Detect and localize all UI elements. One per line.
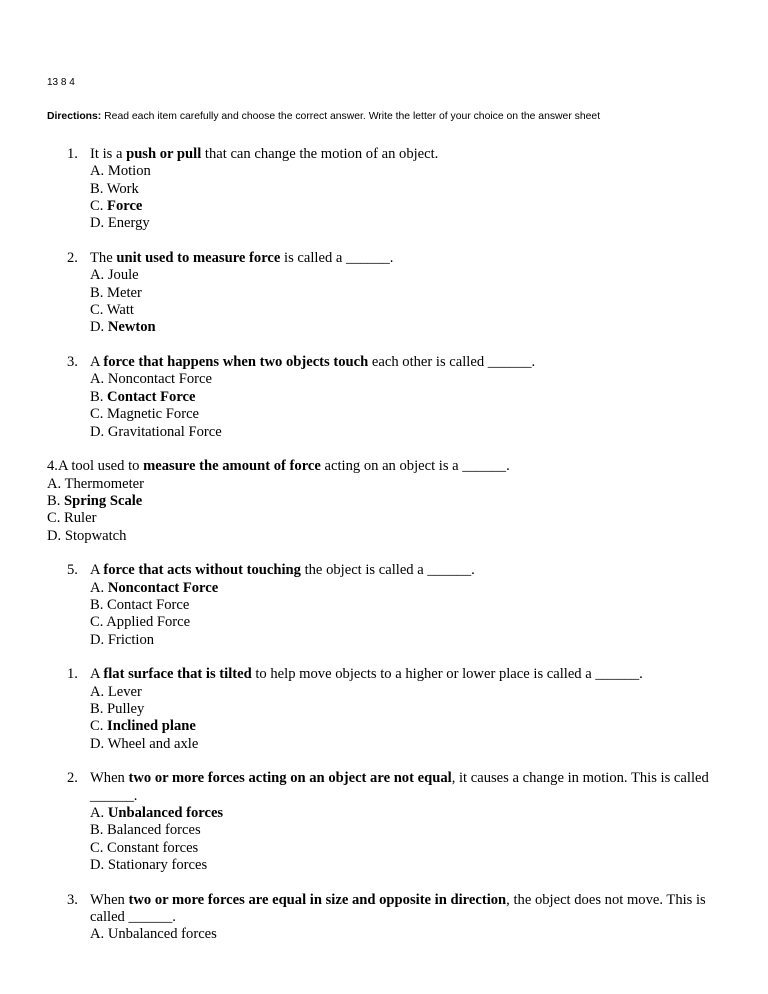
answer-option: [90, 684, 768, 701]
prompt-text: When: [90, 770, 129, 787]
option-letter: B.: [90, 822, 108, 839]
prompt-text: that can change the motion of an object.: [201, 146, 439, 162]
question-prompt: [90, 146, 725, 163]
question-prompt: [90, 562, 725, 579]
option-letter: C.: [90, 198, 108, 215]
option-text: Work: [106, 180, 139, 197]
prompt-text: It is a: [90, 146, 127, 162]
answer-option: [90, 371, 768, 388]
question-item: [0, 562, 768, 649]
answer-option: [90, 285, 768, 302]
option-letter: A.: [47, 475, 65, 492]
option-letter: A.: [90, 805, 108, 822]
option-letter: C.: [90, 406, 108, 423]
option-letter: D.: [47, 527, 65, 544]
answer-option: [90, 580, 768, 597]
option-letter: A.: [90, 579, 108, 596]
option-text: Gravitational Force: [107, 423, 222, 440]
prompt-keyword: unit used to measure force: [116, 250, 281, 267]
option-text: Noncontact Force: [107, 579, 219, 596]
question-number: 1.: [67, 146, 78, 162]
prompt-text: 4.A tool used to: [47, 458, 144, 475]
question-prompt: [47, 458, 727, 475]
option-letter: B.: [90, 180, 107, 197]
option-text: Pulley: [107, 701, 145, 717]
answer-option: [47, 528, 768, 545]
prompt-text: When: [90, 891, 129, 908]
option-letter: B.: [47, 492, 65, 509]
prompt-text: is called a ______.: [280, 250, 394, 267]
question-item: [0, 666, 768, 753]
prompt-text: , the object does not move. This is called ______.: [90, 891, 706, 926]
answer-option: [47, 510, 768, 527]
prompt-keyword: two or more forces acting on an object are not equal: [128, 770, 452, 787]
answer-option: [90, 840, 768, 857]
answer-option: [90, 181, 768, 198]
option-letter: B.: [90, 284, 108, 301]
option-text: Meter: [107, 284, 142, 301]
answer-option: [90, 319, 768, 336]
option-text: Balanced forces: [107, 822, 201, 839]
answer-option: [90, 857, 768, 874]
option-text: Stopwatch: [64, 527, 127, 544]
answer-option: [90, 597, 768, 614]
prompt-text: acting on an object is a ______.: [320, 458, 510, 475]
question-prompt: [90, 250, 725, 267]
answer-option: [90, 406, 768, 423]
answer-option: [90, 926, 768, 943]
option-letter: D.: [90, 423, 108, 440]
question-number: 1.: [67, 666, 78, 683]
option-text: Watt: [106, 302, 134, 319]
answer-option: [90, 163, 768, 180]
directions-label: Directions:: [47, 111, 102, 122]
question-prompt: [90, 892, 725, 927]
option-text: Energy: [107, 215, 150, 232]
option-letter: D.: [90, 857, 108, 874]
option-text: Magnetic Force: [107, 406, 200, 423]
question-list: [0, 146, 768, 961]
option-text: Ruler: [64, 510, 97, 527]
question-item: [0, 770, 768, 874]
prompt-text: The: [90, 250, 117, 267]
option-text: Wheel and axle: [107, 735, 199, 752]
question-number: 3.: [67, 891, 78, 908]
option-letter: D.: [90, 631, 108, 648]
option-text: Force: [107, 198, 143, 215]
question-item: [0, 892, 768, 944]
prompt-text: A: [90, 354, 104, 371]
prompt-text: , it causes a change in motion. This is called ______.: [90, 770, 709, 804]
question-item: [0, 354, 768, 441]
answer-option: [90, 198, 768, 215]
prompt-text: A: [90, 562, 104, 579]
question-prompt: [90, 354, 725, 371]
question-number: 3.: [67, 354, 78, 371]
option-text: Inclined plane: [107, 718, 196, 735]
option-letter: C.: [90, 839, 108, 856]
option-text: Thermometer: [64, 475, 144, 492]
answer-option: [90, 701, 768, 718]
option-letter: D.: [90, 319, 108, 336]
answer-option: [90, 389, 768, 406]
option-letter: D.: [90, 215, 108, 232]
answer-option: [90, 805, 768, 822]
question-number: 5.: [67, 562, 78, 579]
option-letter: A.: [90, 926, 108, 943]
option-letter: C.: [90, 302, 107, 319]
answer-option: [90, 718, 768, 735]
question-prompt: [90, 666, 725, 683]
prompt-text: each other is called ______.: [368, 354, 536, 371]
option-text: Spring Scale: [64, 492, 143, 509]
option-text: Unbalanced forces: [107, 805, 224, 822]
option-letter: A.: [90, 683, 108, 700]
answer-option: [90, 302, 768, 319]
option-text: Contact Force: [107, 388, 196, 405]
document-code: 13 8 4: [47, 77, 75, 88]
option-letter: A.: [90, 371, 108, 388]
question-item: [0, 250, 768, 337]
prompt-keyword: force that happens when two objects touch: [103, 354, 369, 371]
prompt-text: to help move objects to a higher or lower place is called a ______.: [251, 666, 643, 683]
option-letter: B.: [90, 701, 108, 717]
answer-option: [90, 267, 768, 284]
option-text: Applied Force: [106, 614, 191, 631]
option-text: Constant forces: [107, 839, 199, 856]
prompt-text: A: [90, 666, 104, 683]
answer-option: [47, 476, 768, 493]
option-letter: B.: [90, 596, 108, 613]
prompt-keyword: flat surface that is tilted: [103, 666, 252, 683]
prompt-keyword: push or pull: [126, 146, 202, 162]
question-number: 2.: [67, 770, 78, 787]
answer-option: [90, 424, 768, 441]
option-text: Lever: [107, 683, 142, 700]
option-letter: C.: [90, 718, 108, 735]
question-number: 2.: [67, 250, 78, 267]
prompt-keyword: measure the amount of force: [143, 458, 321, 475]
directions-text: Read each item carefully and choose the correct answer. Write the letter of your choice on the answer sheet: [101, 111, 601, 122]
option-letter: B.: [90, 388, 108, 405]
option-letter: A.: [90, 163, 108, 180]
answer-option: [90, 736, 768, 753]
option-letter: A.: [90, 267, 108, 284]
option-letter: C.: [47, 510, 65, 527]
question-prompt: [90, 770, 725, 805]
prompt-keyword: two or more forces are equal in size and opposite in direction: [128, 891, 507, 908]
prompt-keyword: force that acts without touching: [103, 562, 301, 579]
option-text: Stationary forces: [107, 857, 208, 874]
option-text: Friction: [107, 631, 155, 648]
directions: [47, 111, 600, 122]
option-text: Unbalanced forces: [107, 926, 217, 943]
answer-option: [90, 822, 768, 839]
option-text: Joule: [107, 267, 139, 284]
option-letter: C.: [90, 614, 107, 631]
option-letter: D.: [90, 735, 108, 752]
prompt-text: the object is called a ______.: [300, 562, 475, 579]
option-text: Noncontact Force: [107, 371, 212, 388]
answer-option: [90, 215, 768, 232]
option-text: Newton: [107, 319, 156, 336]
answer-option: [90, 632, 768, 649]
question-item: [0, 458, 768, 545]
option-text: Contact Force: [107, 596, 190, 613]
option-text: Motion: [107, 163, 151, 180]
answer-option: [47, 493, 768, 510]
question-item: [0, 146, 768, 233]
answer-option: [90, 614, 768, 631]
